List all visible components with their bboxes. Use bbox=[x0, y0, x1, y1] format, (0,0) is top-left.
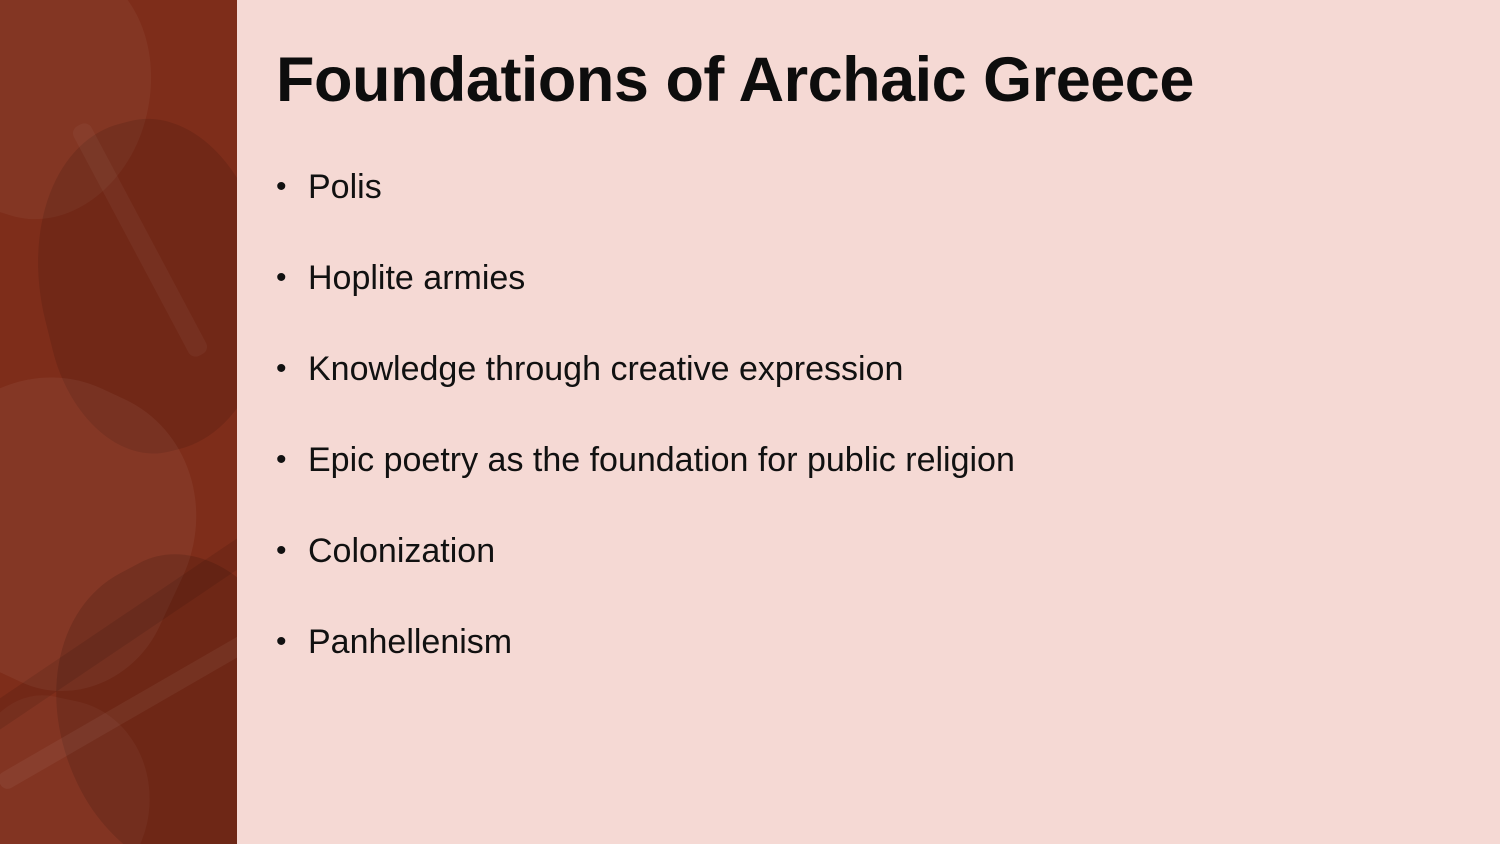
bullet-marker-icon: • bbox=[276, 352, 287, 386]
slide-content bbox=[237, 0, 1500, 844]
bullet-marker-icon: • bbox=[276, 534, 287, 568]
list-item-label: Panhellenism bbox=[308, 623, 513, 662]
list-item-label: Colonization bbox=[308, 532, 496, 571]
bullet-marker-icon: • bbox=[276, 170, 287, 203]
slide-title: Foundations of Archaic Greece bbox=[276, 45, 1194, 115]
list-item-label: Knowledge through creative expression bbox=[308, 350, 904, 389]
bullet-marker-icon: • bbox=[276, 261, 287, 295]
list-item bbox=[276, 350, 1460, 389]
list-item bbox=[276, 168, 1460, 207]
list-item-label: Epic poetry as the foundation for public religion bbox=[308, 441, 1015, 480]
list-item bbox=[276, 259, 1460, 298]
bullet-marker-icon: • bbox=[276, 625, 287, 659]
list-item-label: Polis bbox=[308, 168, 382, 206]
list-item bbox=[276, 441, 1460, 480]
bullet-list bbox=[276, 168, 1460, 715]
list-item-label: Hoplite armies bbox=[308, 259, 526, 298]
decorative-sidebar-image bbox=[0, 0, 237, 844]
bullet-marker-icon: • bbox=[276, 443, 287, 477]
list-item bbox=[276, 532, 1460, 571]
list-item bbox=[276, 623, 1460, 662]
